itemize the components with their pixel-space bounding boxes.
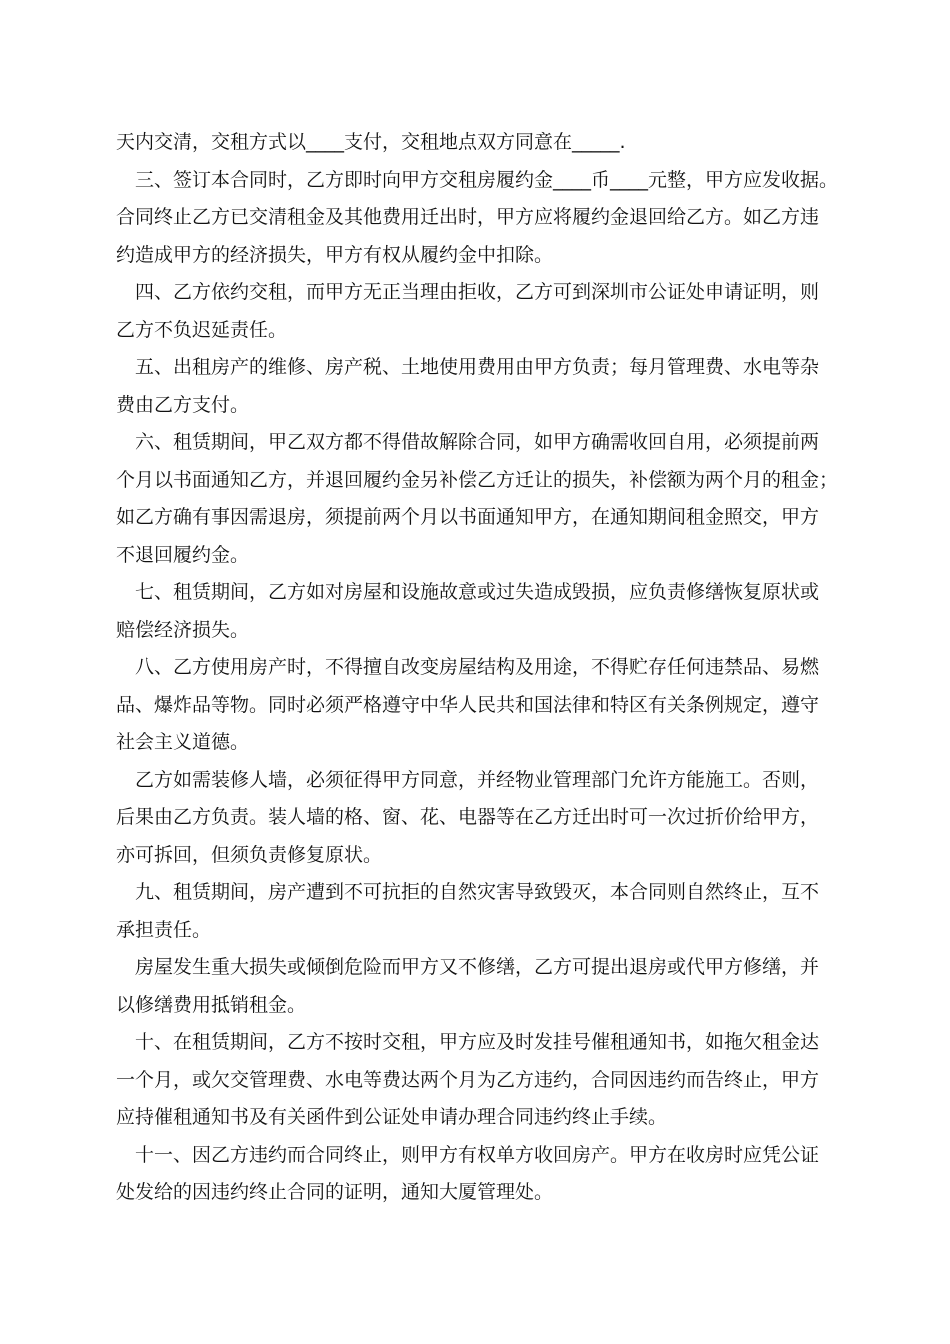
text-line: 约造成甲方的经济损失，甲方有权从履约金中扣除。 — [116, 243, 554, 266]
text-line: 三、签订本合同时，乙方即时向甲方交租房履约金____币____元整，甲方应发收据。 — [135, 168, 839, 191]
text-line: 合同终止乙方已交清租金及其他费用迁出时，甲方应将履约金退回给乙方。如乙方违 — [116, 206, 820, 228]
text-line: 应持催租通知书及有关函件到公证处申请办理合同违约终止手续。 — [116, 1106, 668, 1128]
text-line: 六、租赁期间，甲乙双方都不得借故解除合同，如甲方确需收回自用，必须提前两 — [135, 431, 820, 453]
paragraph — [116, 1137, 846, 1212]
text-line: 四、乙方依约交租，而甲方无正当理由拒收，乙方可到深圳市公证处申请证明，则 — [135, 281, 820, 303]
paragraph — [116, 874, 846, 949]
text-line: 费由乙方支付。 — [116, 393, 250, 416]
text-line: 五、出租房产的维修、房产税、土地使用费用由甲方负责；每月管理费、水电等杂 — [135, 356, 820, 378]
text-line: 十一、因乙方违约而合同终止，则甲方有权单方收回房产。甲方在收房时应凭公证 — [135, 1143, 820, 1166]
text-line: 以修缮费用抵销租金。 — [116, 993, 307, 1016]
text-line: 七、租赁期间，乙方如对房屋和设施故意或过失造成毁损，应负责修缮恢复原状或 — [135, 581, 820, 603]
text-line: 天内交清，交租方式以____支付，交租地点双方同意在_____. — [116, 131, 626, 153]
text-line: 不退回履约金。 — [116, 543, 250, 566]
paragraph — [116, 1024, 846, 1137]
paragraph — [116, 124, 846, 162]
paragraph — [116, 949, 846, 1024]
paragraph — [116, 574, 846, 649]
text-line: 后果由乙方负责。装人墙的格、窗、花、电器等在乙方迁出时可一次过折价给甲方， — [116, 806, 820, 828]
text-line: 赔偿经济损失。 — [116, 618, 250, 641]
text-line: 十、在租赁期间，乙方不按时交租，甲方应及时发挂号催租通知书，如拖欠租金达 — [135, 1031, 820, 1053]
paragraph — [116, 162, 846, 275]
text-line: 处发给的因违约终止合同的证明，通知大厦管理处。 — [116, 1181, 554, 1203]
text-line: 品、爆炸品等物。同时必须严格遵守中华人民共和国法律和特区有关条例规定，遵守 — [116, 693, 820, 716]
text-line: 承担责任。 — [116, 918, 212, 941]
text-line: 一个月，或欠交管理费、水电等费达两个月为乙方违约，合同因违约而告终止，甲方 — [116, 1068, 820, 1091]
text-line: 乙方如需装修人墙，必须征得甲方同意，并经物业管理部门允许方能施工。否则， — [135, 768, 820, 791]
text-line: 个月以书面通知乙方，并退回履约金另补偿乙方迁让的损失，补偿额为两个月的租金； — [116, 468, 839, 491]
text-line: 亦可拆回，但须负责修复原状。 — [116, 843, 383, 866]
paragraph — [116, 762, 846, 875]
text-line: 八、乙方使用房产时，不得擅自改变房屋结构及用途，不得贮存任何违禁品、易燃 — [135, 656, 820, 678]
text-line: 社会主义道德。 — [116, 731, 250, 753]
text-line: 九、租赁期间，房产遭到不可抗拒的自然灾害导致毁灭，本合同则自然终止，互不 — [135, 881, 820, 903]
text-line: 乙方不负迟延责任。 — [116, 318, 288, 341]
paragraph — [116, 349, 846, 424]
text-line: 房屋发生重大损失或倾倒危险而甲方又不修缮，乙方可提出退房或代甲方修缮，并 — [135, 956, 820, 978]
paragraph — [116, 274, 846, 349]
paragraph — [116, 424, 846, 574]
document-body — [116, 124, 846, 1212]
text-line: 如乙方确有事因需退房，须提前两个月以书面通知甲方，在通知期间租金照交，甲方 — [116, 506, 820, 528]
paragraph — [116, 649, 846, 762]
